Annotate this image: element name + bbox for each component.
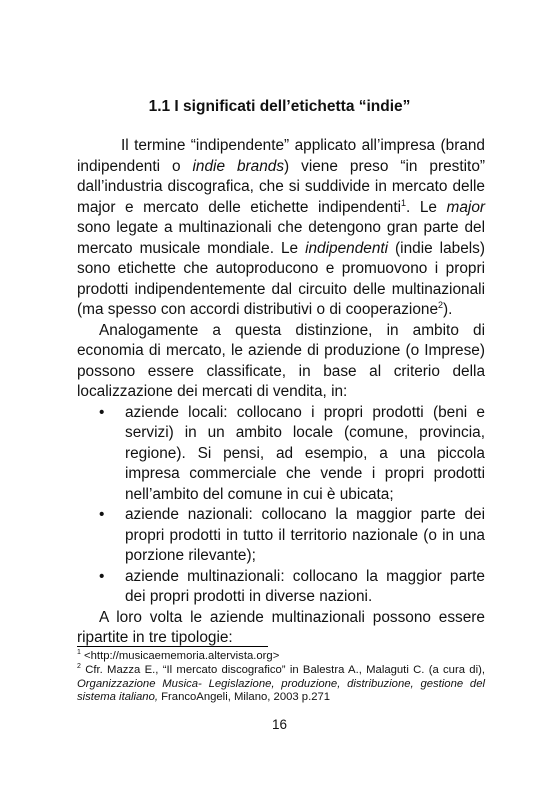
list-item xyxy=(77,567,485,608)
paragraph-brand-definition xyxy=(77,136,485,321)
text-run: ). xyxy=(443,301,453,318)
list-item-text: aziende locali: collocano i propri prodotti (beni e servizi) in un ambito locale (comune, provincia, regione). Si pensi, ad esempio, a una piccola impresa commerciale che vende i propri prodotti nell’ambito del comune in cui è ubicata; xyxy=(125,403,485,503)
page-number: 16 xyxy=(271,717,288,732)
footnote-2 xyxy=(77,664,485,705)
footnote-text: <http://musicaememoria.altervista.org> xyxy=(80,650,280,662)
text-run: Il termine “indipendente” applicato all’impresa (brand indipendenti o xyxy=(77,137,485,175)
text-run: ) viene preso “in prestito” dall’industria discografica, che si suddivide in mercato delle major e mercato delle etichette indipendenti xyxy=(77,157,486,216)
italic-term-indipendenti: indipendenti xyxy=(305,239,389,257)
body-text xyxy=(77,136,485,649)
paragraph-multinational-types: A loro volta le aziende multinazionali possono essere ripartite in tre tipologie: xyxy=(77,608,485,646)
section-heading: 1.1 I significati dell’etichetta “indie” xyxy=(148,98,411,115)
footnote-number: 2 xyxy=(77,663,81,671)
footnotes xyxy=(77,650,485,705)
italic-term-major: major xyxy=(446,198,485,216)
footnote-ref-2: 2 xyxy=(438,299,444,310)
bullet-icon: • xyxy=(99,506,105,523)
bullet-icon: • xyxy=(99,567,105,585)
footnote-book-title: Organizzazione Musica- Legislazione, produzione, distribuzione, gestione del sistema italiano, xyxy=(77,677,485,704)
bullet-list xyxy=(77,403,485,608)
text-run: . Le xyxy=(406,198,447,216)
footnote-1 xyxy=(77,650,485,664)
footnote-divider xyxy=(77,646,268,647)
list-item-text: aziende multinazionali: collocano la maggior parte dei propri prodotti in diverse nazioni. xyxy=(125,567,485,605)
text-run: (indie labels) sono etichette che autoproducono e promuovono i propri prodotti indipendentemente dal circuito delle multinazionali (ma spesso con accordi distributivi o di cooperazione xyxy=(77,239,485,318)
footnote-text: Cfr. Mazza E., “Il mercato discografico” in Balestra A., Malaguti C. (a cura di), xyxy=(80,663,485,676)
list-item xyxy=(77,505,485,567)
list-item-text: aziende nazionali: collocano la maggior parte dei propri prodotti in tutto il territorio nazionale (o in una porzione rilevante); xyxy=(125,506,485,564)
list-item xyxy=(77,403,485,506)
footnote-ref-1: 1 xyxy=(401,197,407,208)
bullet-icon: • xyxy=(99,403,105,421)
footnote-number: 1 xyxy=(77,649,81,657)
paragraph-classification: Analogamente a questa distinzione, in ambito di economia di mercato, le aziende di produzione (o Imprese) possono essere classificate, in base al criterio della localizzazione dei mercati di vendita, in: xyxy=(77,321,485,400)
italic-term-indie-brands: indie brands xyxy=(192,157,285,175)
footnote-text: FrancoAngeli, Milano, 2003 p.271 xyxy=(158,691,331,704)
text-run: sono legate a multinazionali che detengono gran parte del mercato musicale mondiale. Le xyxy=(77,219,485,257)
